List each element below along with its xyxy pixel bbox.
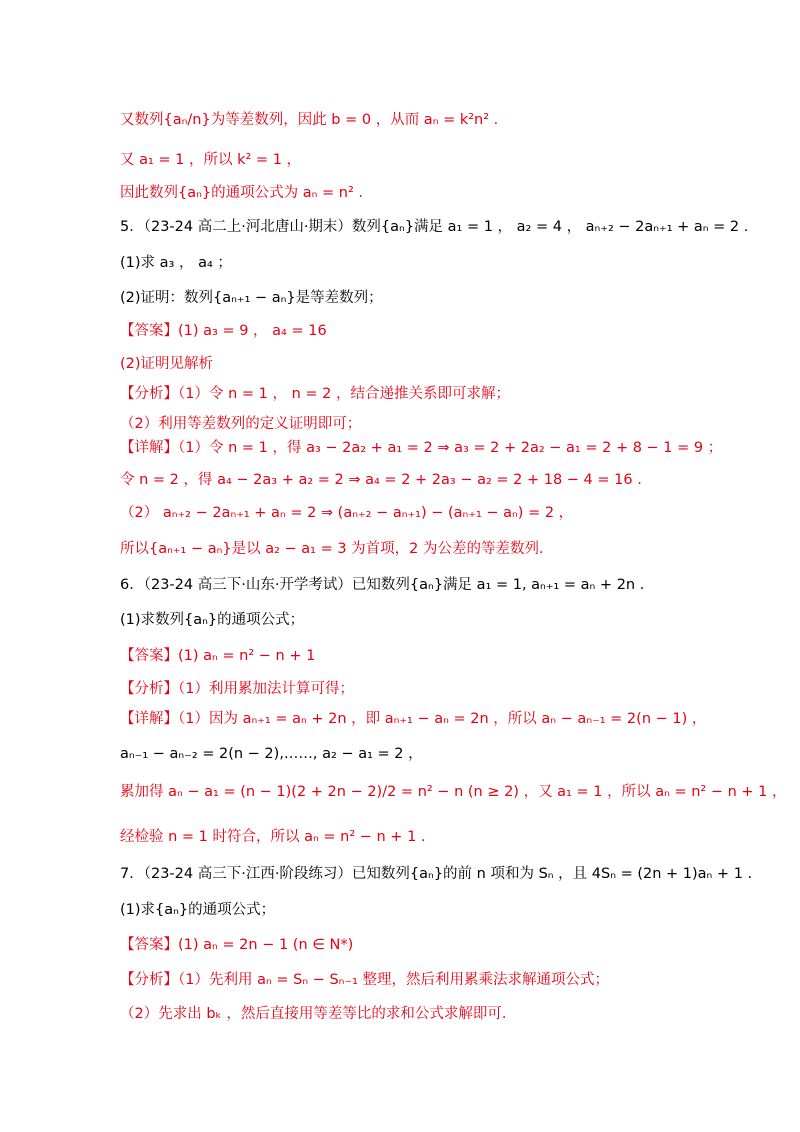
problem-5-answer: 【答案】(1) a₃ = 9 ， a₄ = 16	[120, 323, 327, 339]
problem-7-part-1: (1)求{aₙ}的通项公式；	[120, 902, 276, 918]
problem-6-title: 6．（23-24 高三下·山东·开学考试）已知数列{aₙ}满足 a₁ = 1, aₙ₊₁ = aₙ + 2n .	[120, 577, 645, 593]
problem-5-solution-2: 令 n = 2 ，得 a₄ − 2a₃ + a₂ = 2 ⇒ a₄ = 2 + 2a₃ − a₂ = 2 + 18 − 4 = 16 .	[120, 472, 642, 488]
problem-5-part-1: (1)求 a₃ ， a₄ ；	[120, 255, 232, 271]
line-3: 因此数列{aₙ}的通项公式为 aₙ = n² .	[120, 185, 363, 201]
problem-7-answer: 【答案】(1) aₙ = 2n − 1 (n ∈ N*)	[120, 937, 354, 953]
problem-6-solution-2: aₙ₋₁ − aₙ₋₂ = 2(n − 2),……, a₂ − a₁ = 2 ，	[120, 746, 423, 762]
problem-6-part-1: (1)求数列{aₙ}的通项公式；	[120, 612, 305, 628]
problem-5-answer-2: (2)证明见解析	[120, 356, 214, 372]
problem-5-analysis: 【分析】（1）令 n = 1 ， n = 2 ，结合递推关系即可求解；	[120, 386, 510, 402]
problem-6-solution: 【详解】（1）因为 aₙ₊₁ = aₙ + 2n ，即 aₙ₊₁ − aₙ = 2n ，所以 aₙ − aₙ₋₁ = 2(n − 1) ，	[120, 711, 707, 727]
problem-7-analysis-2: （2）先求出 bₖ ，然后直接用等差等比的求和公式求解即可.	[120, 1006, 507, 1022]
problem-7-title: 7．（23-24 高三下·江西·阶段练习）已知数列{aₙ}的前 n 项和为 Sₙ ，且 4Sₙ = (2n + 1)aₙ + 1 .	[120, 866, 753, 882]
problem-6-solution-4: 经检验 n = 1 时符合，所以 aₙ = n² − n + 1 .	[120, 829, 426, 845]
problem-5-solution-3: （2） aₙ₊₂ − 2aₙ₊₁ + aₙ = 2 ⇒ (aₙ₊₂ − aₙ₊₁) − (aₙ₊₁ − aₙ) = 2 ，	[120, 505, 574, 521]
problem-6-analysis: 【分析】（1）利用累加法计算可得；	[120, 681, 354, 697]
problem-5-solution: 【详解】（1）令 n = 1 ，得 a₃ − 2a₂ + a₁ = 2 ⇒ a₃ = 2 + 2a₂ − a₁ = 2 + 8 − 1 = 9 ；	[120, 440, 723, 456]
line-2: 又 a₁ = 1 ，所以 k² = 1 ，	[120, 152, 302, 168]
problem-5-solution-4: 所以{aₙ₊₁ − aₙ}是以 a₂ − a₁ = 3 为首项，2 为公差的等差数列.	[120, 541, 544, 557]
problem-6-solution-3: 累加得 aₙ − a₁ = (n − 1)(2 + 2n − 2)/2 = n² − n (n ≥ 2) ，又 a₁ = 1 ，所以 aₙ = n² − n + 1 ，	[120, 784, 787, 800]
problem-5-part-2: (2)证明：数列{aₙ₊₁ − aₙ}是等差数列；	[120, 290, 383, 306]
problem-6-answer: 【答案】(1) aₙ = n² − n + 1	[120, 648, 316, 664]
problem-7-analysis: 【分析】（1）先利用 aₙ = Sₙ − Sₙ₋₁ 整理，然后利用累乘法求解通项公式；	[120, 972, 610, 988]
line-1: 又数列{aₙ/n}为等差数列，因此 b = 0 ，从而 aₙ = k²n² .	[120, 112, 499, 128]
problem-5-title: 5．（23-24 高二上·河北唐山·期末）数列{aₙ}满足 a₁ = 1 ， a₂ = 4 ， aₙ₊₂ − 2aₙ₊₁ + aₙ = 2 .	[120, 219, 749, 235]
problem-5-analysis-2: （2）利用等差数列的定义证明即可；	[120, 416, 362, 432]
